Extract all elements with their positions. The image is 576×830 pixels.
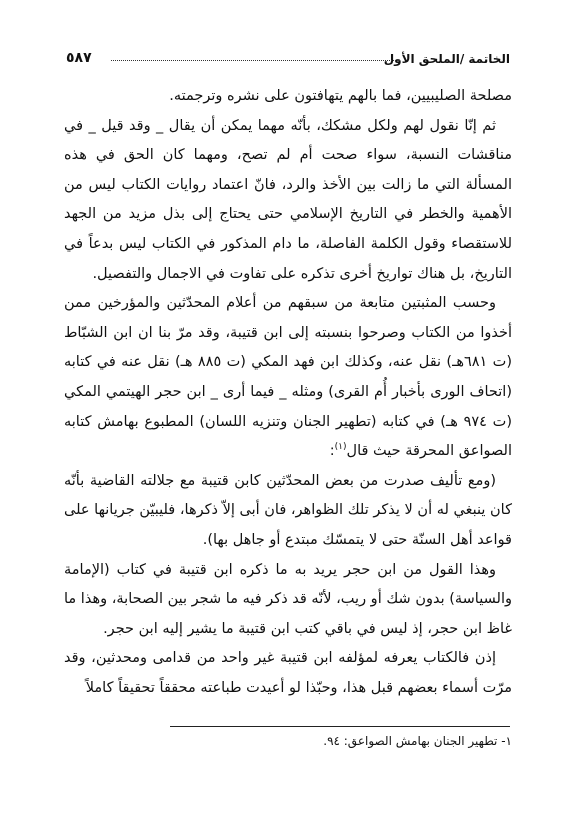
footnote: ١- تطهير الجنان بهامش الصواعق: ٩٤. <box>323 734 512 748</box>
paragraph-1: مصلحة الصليبيين، فما بالهم يتهافتون على نشره وترجمته. <box>169 88 512 104</box>
page-number: ٥٨٧ <box>66 50 92 66</box>
page-header <box>66 50 510 70</box>
footnote-reference: (١) <box>334 442 347 453</box>
body-text <box>64 82 512 703</box>
paragraph-3-text: وحسب المثبتين متابعة من سبقهم من أعلام المحدّثين والمؤرخين ممن أخذوا من الكتاب وصرحوا بنسبته إلى ابن قتيبة، وقد مرّ بنا ان ابن الشبّاط (ت ٦٨١هـ) نقل عنه، وكذلك ابن فهد المكي (ت ٨٨٥ هـ) نقل عنه في كتابه (اتحاف الورى بأخبار أُم القرى) ومثله _ فيما أرى _ ابن حجر الهيتمي المكي (ت ٩٧٤ هـ) في كتابه (تطهير الجنان وتنزيه اللسان) المطبوع بهامش كتابه الصواعق المحرقة حيث قال <box>64 295 512 460</box>
header-dotted-leader <box>111 60 400 61</box>
running-title: الخاتمة /الملحق الأول <box>383 52 510 66</box>
paragraph-6: إذن فالكتاب يعرفه لمؤلفه ابن قتيبة غير واحد من قدامى ومحدثين، وقد مرّت أسماء بعضهم قبل هذا، وحبّذا لو أعيدت طباعته محققاً تحقيقاً كاملاً <box>64 650 512 696</box>
paragraph-5: وهذا القول من ابن حجر يريد به ما ذكره ابن قتيبة في كتاب (الإمامة والسياسة) بدون شك أو ريب، لأنّه قد ذكر فيه ما شجر بين الصحابة، وهذا ما غاظ ابن حجر، إذ ليس في باقي كتب ابن قتيبة ما يشير إليه ابن حجر. <box>64 561 512 637</box>
paragraph-3-colon: : <box>329 443 335 460</box>
footnote-divider <box>170 726 510 727</box>
paragraph-3 <box>64 289 512 467</box>
quotation-paragraph: (ومع تأليف صدرت من بعض المحدّثين كابن قتيبة مع جلالته القاضية بأنّه كان ينبغي له أن لا يذكر تلك الظواهر، فان أبى إلاّ ذكرها، فليبيّن جريانها على قواعد أهل السنّة حتى لا يتمسّك مبتدع أو جاهل بها). <box>64 472 512 548</box>
paragraph-2: ثم إنّا نقول لهم ولكل مشكك، بأنّه مهما يمكن أن يقال _ وقد قيل _ في مناقشات النسبة، سواء صحت أم لم تصح، ومهما كان الحق في هذه المسألة التي ما زالت بين الأخذ والرد، فانّ اعتماد روايات الكتاب ليس من الأهمية والخطر في التاريخ الإسلامي حتى يحتاج إلى بذل مزيد من الجهد للاستقصاء وقول الكلمة الفاصلة، ما دام المذكور في الكتاب ليس بدعاً في التاريخ، بل هناك تواريخ أخرى تذكره على تفاوت في الاجمال والتفصيل. <box>64 117 512 282</box>
